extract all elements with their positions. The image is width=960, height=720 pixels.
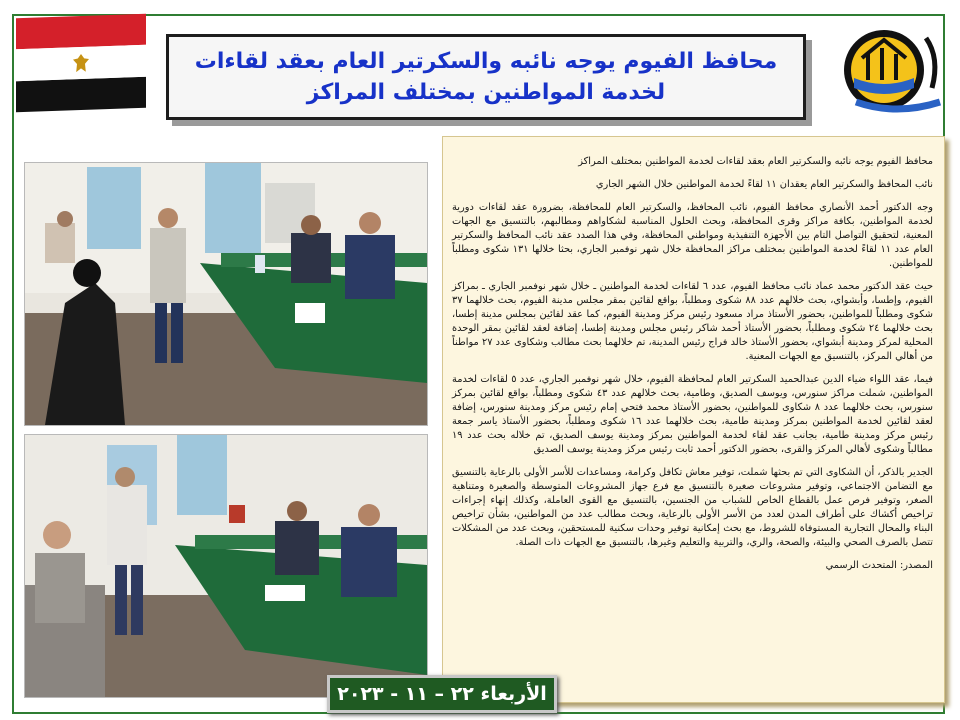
article-paragraph: وجه الدكتور أحمد الأنصاري محافظ الفيوم، نائب المحافظ، والسكرتير العام للمحافظة، بضرورة عقد لقاءات دورية لخدمة المواطنين، بكافة مراكز وقرى المحافظة، وبحث الحلول المناسبة لشكاواهم ومطالبهم، بالتنسيق مع الجهات المعنية، لتحقيق التواصل التام بين الأجهزة التنفيذية ومواطني المحافظة، وفي هذا الصدد عقد نائب المحافظ والسكرتير العام عدد ١١ لقاءً لخدمة المواطنين بمختلف مراكز المحافظة خلال شهر نوفمبر الجاري، بحثا خلالها ١٣١ شكوى ومطلباً للمواطنين. <box>452 202 933 269</box>
article-paragraph: فيما، عقد اللواء ضياء الدين عبدالحميد السكرتير العام لمحافظة الفيوم، خلال شهر نوفمبر الجاري، عدد ٥ لقاءات لخدمة المواطنين، شملت مراكز سنورس، ويوسف الصديق، وطامية، بحث خلالهم عدد ٤٣ شكوى ومطلباً، بواقع لقائين بمركز سنورس، بحث خلالهما عدد ٨ شكاوى للمواطنين، بحضور الأستاذ محمد فتحي إمام رئيس مركز ومدينة سنورس، إضافة لعقد لقائين لخدمة المواطنين بمركز ومدينة طامية، بحث خلالهما عدد ١٦ شكوى ومطلباً، بحضور الأستاذ ياسر جمعة رئيس مركز ومدينة طامية، بجانب عقد لقاء لخدمة المواطنين بمركز ومدينة يوسف الصديق، تم خلاله بحث عدد ١٩ مطالباً وشكوى لأهالي المركز والقرى، بحضور الدكتور أحمد ثابت رئيس مركز ومدينة يوسف الصديق <box>452 374 934 455</box>
article-paragraph: حيث عقد الدكتور محمد عماد نائب محافظ الفيوم، عدد ٦ لقاءات لخدمة المواطنين ـ خلال شهر نوفمبر الجاري ـ بمراكز الفيوم، وإطسا، وأبشواي، بحث خلالهم عدد ٨٨ شكوى ومطلباً، بواقع لقائين بمقر مجلس مدينة الفيوم، بحث خلالهما ٣٧ شكوى ومطلباً للمواطنين، بحضور الأستاذ مراد مسعود رئيس مركز ومدينة الفيوم، كما عقد لقائين بمجلس مدينة إطسا، بحث خلالهما ٢٤ شكوى ومطلباً، بحضور الأستاذ أحمد شاكر رئيس مجلس ومدينة إطسا، إضافة لعقد لقائين بمقر الوحدة المحلية لمركز ومدينة أبشواي، بحضور الأستاذ خالد فراج رئيس المدينة، تم خلالهما بحث مطالب وشكاوى عدد ٢٧ مواطناً من أهالي المركز، بالتنسيق مع الجهات المعنية. <box>452 281 933 362</box>
date-text: الأربعاء ٢٢ – ١١ - ٢٠٢٣ <box>337 683 547 705</box>
meeting-photo-1 <box>24 162 428 426</box>
article-paragraph: نائب المحافظ والسكرتير العام يعقدان ١١ لقاءً لخدمة المواطنين خلال الشهر الجاري <box>595 179 933 190</box>
eagle-emblem-icon <box>73 54 89 73</box>
article-body <box>442 136 945 703</box>
fayoum-governorate-logo <box>836 18 946 118</box>
headline-box <box>166 34 806 120</box>
egypt-flag-icon <box>16 14 146 113</box>
headline-title: محافظ الفيوم يوجه نائبه والسكرتير العام بعقد لقاءات لخدمة المواطنين بمختلف المراكز <box>194 49 778 105</box>
meeting-photo-2 <box>24 434 428 698</box>
article-source: المصدر: المتحدث الرسمي <box>825 560 933 571</box>
article-paragraph: الجدير بالذكر، أن الشكاوى التي تم بحثها شملت، توفير معاش تكافل وكرامة، ومساعدات للأسر الأولى بالرعاية بالتنسيق مع التضامن الاجتماعي، وتوفير مشروعات صغيرة بالتنسيق مع فرع جهاز المشروعات المتوسطة والصغيرة ومتناهية الصغر، وتوفير فرص عمل بالقطاع الخاص للشباب من الجنسين، بالتنسيق مع القوى العاملة، وكذلك إنهاء إجراءات تراخيص أكشاك على أطراف المدن لعدد من الأسر الأولى بالرعاية، وبحث مطالب عدد من المواطنين، بشأن تراخيص البناء والمحال التجارية المستوفاة للشروط، مع بحث إمكانية توفير وحدات سكنية للمستحقين، وبحث عدد من المشكلات تتصل بالصرف الصحي والبيئة، والصحة، والري، والتربية والتعليم وغيرها، بالتنسيق مع الجهات ذات الصلة. <box>452 467 933 548</box>
date-banner <box>327 675 557 713</box>
article-paragraph: محافظ الفيوم يوجه نائبه والسكرتير العام بعقد لقاءات لخدمة المواطنين بمختلف المراكز <box>578 156 933 167</box>
